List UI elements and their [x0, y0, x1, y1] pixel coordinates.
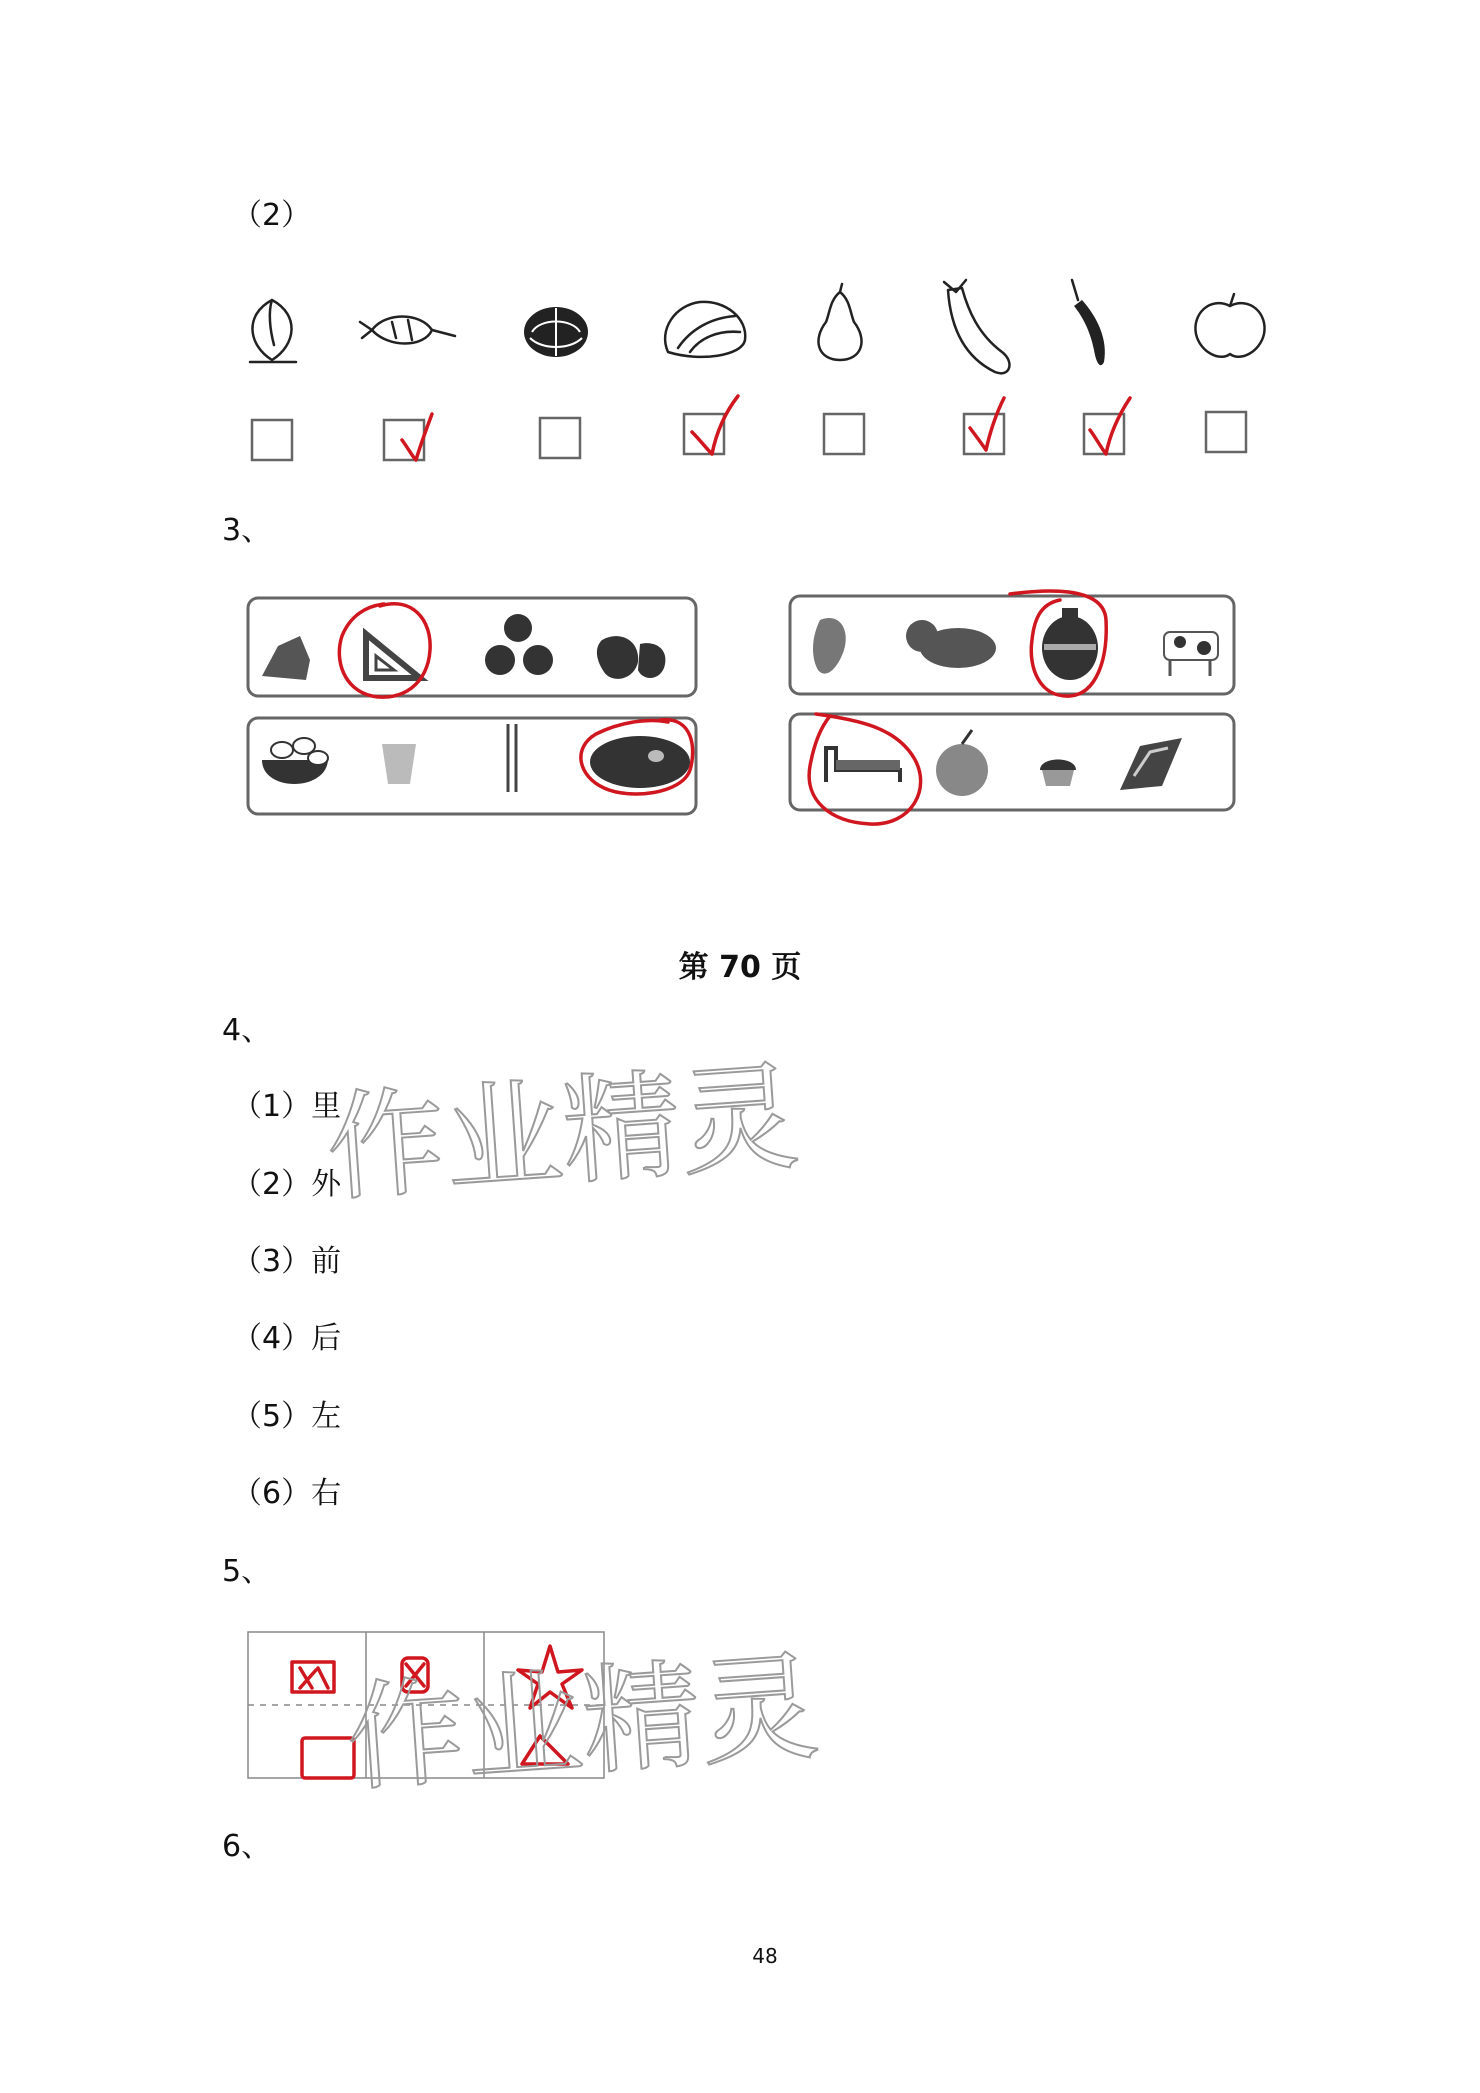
q4-answer-2: （2）外 — [232, 1167, 342, 1202]
grid-shape-mark-1 — [292, 1662, 334, 1692]
page-number: 48 — [752, 1944, 778, 1968]
watermark-1: 作业精灵 — [322, 1047, 803, 1218]
triangle-icon — [522, 1736, 568, 1764]
q4-answer-6: （6）右 — [232, 1476, 342, 1511]
q2-label: （2） — [232, 198, 312, 233]
q5-label: 5、 — [222, 1554, 272, 1589]
watermark-2: 作业精灵 — [342, 1637, 823, 1808]
page-heading: 第 70 页 — [678, 950, 802, 985]
q4-answer-1: （1）里 — [232, 1089, 342, 1124]
q4-answer-5: （5）左 — [232, 1399, 342, 1434]
square-icon — [302, 1738, 354, 1778]
q3-label: 3、 — [222, 513, 272, 548]
q4-label: 4、 — [222, 1013, 272, 1048]
q6-label: 6、 — [222, 1829, 272, 1864]
q4-answer-4: （4）后 — [232, 1321, 342, 1356]
grid-shape-mark-2 — [402, 1658, 428, 1692]
star-icon — [518, 1646, 582, 1708]
q4-answer-3: （3）前 — [232, 1244, 342, 1279]
